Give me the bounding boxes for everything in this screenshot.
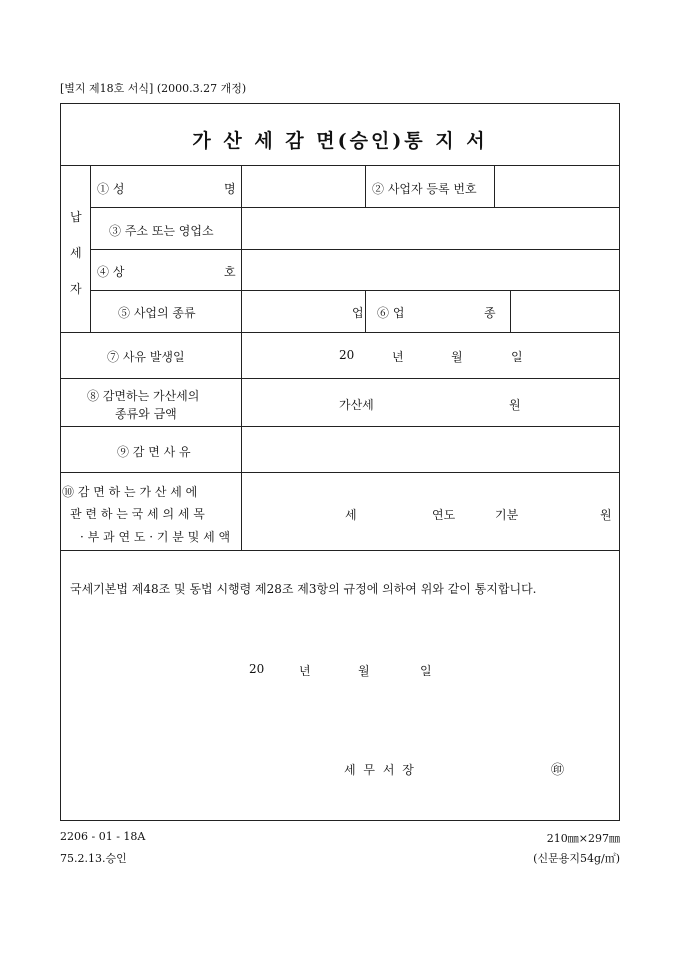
related-period: 기분 bbox=[495, 508, 519, 522]
divider bbox=[60, 378, 620, 379]
occurrence-month: 월 bbox=[451, 350, 463, 364]
page-title: 가 산 세 감 면(승인)통 지 서 bbox=[192, 130, 488, 152]
occurrence-date-label: ⑦ 사유 발생일 bbox=[107, 350, 185, 364]
paper-size: 210㎜×297㎜ bbox=[546, 832, 620, 845]
tax-office-head: 세 무 서 장 bbox=[344, 763, 416, 777]
seal-mark: ㊞ bbox=[551, 763, 565, 778]
related-tax: 세 bbox=[345, 508, 357, 522]
divider bbox=[90, 249, 620, 250]
divider bbox=[494, 165, 495, 207]
notice-year: 년 bbox=[299, 664, 311, 678]
trade-name-label: ④ 상 bbox=[97, 265, 125, 279]
divider bbox=[365, 290, 366, 332]
divider bbox=[90, 165, 91, 332]
divider bbox=[60, 165, 620, 166]
notice-day: 일 bbox=[420, 664, 432, 678]
divider bbox=[60, 550, 620, 551]
approval-date: 75.2.13.승인 bbox=[60, 852, 127, 865]
related-label-line3: · 부 과 연 도 · 기 분 및 세 액 bbox=[80, 530, 231, 544]
divider bbox=[60, 472, 620, 473]
trade-name-label-end: 호 bbox=[224, 265, 236, 279]
name-label-end: 명 bbox=[224, 182, 236, 196]
penalty-label-line1: ⑧ 감면하는 가산세의 bbox=[87, 389, 200, 403]
divider bbox=[510, 290, 511, 332]
reg-no-label: ② 사업자 등록 번호 bbox=[372, 182, 477, 196]
business-item-label-end: 종 bbox=[484, 306, 496, 320]
taxpayer-label-2: 세 bbox=[70, 246, 82, 260]
penalty-won: 원 bbox=[509, 398, 521, 412]
taxpayer-label-3: 자 bbox=[70, 282, 82, 296]
divider bbox=[60, 332, 620, 333]
business-type-label: ⑤ 사업의 종류 bbox=[118, 306, 196, 320]
penalty-label-line2: 종류와 금액 bbox=[115, 407, 177, 421]
form-number: [별지 제18호 서식] (2000.3.27 개정) bbox=[60, 82, 247, 95]
related-label-line1: ⑩ 감 면 하 는 가 산 세 에 bbox=[62, 485, 198, 499]
business-item-label: ⑥ 업 bbox=[377, 306, 405, 320]
divider bbox=[90, 207, 620, 208]
notice-date-prefix: 20 bbox=[249, 662, 265, 676]
paper-spec: (신문용지54g/㎡) bbox=[533, 852, 620, 865]
reason-label: ⑨ 감 면 사 유 bbox=[117, 445, 191, 459]
divider bbox=[241, 165, 242, 550]
business-type-suffix: 업 bbox=[352, 306, 364, 320]
divider bbox=[90, 290, 620, 291]
penalty-type: 가산세 bbox=[339, 398, 374, 412]
form-code: 2206 - 01 - 18A bbox=[60, 830, 146, 843]
notice-month: 월 bbox=[358, 664, 370, 678]
divider bbox=[365, 165, 366, 207]
related-won: 원 bbox=[600, 508, 612, 522]
address-label: ③ 주소 또는 영업소 bbox=[109, 224, 214, 238]
occurrence-day: 일 bbox=[511, 350, 523, 364]
name-label: ① 성 bbox=[97, 182, 125, 196]
taxpayer-label-1: 납 bbox=[70, 210, 82, 224]
related-year: 연도 bbox=[432, 508, 456, 522]
occurrence-year: 년 bbox=[392, 350, 404, 364]
related-label-line2: 관 련 하 는 국 세 의 세 목 bbox=[70, 507, 205, 521]
divider bbox=[60, 426, 620, 427]
occurrence-year-prefix: 20 bbox=[339, 348, 355, 362]
form-frame bbox=[60, 103, 620, 821]
notice-text: 국세기본법 제48조 및 동법 시행령 제28조 제3항의 규정에 의하여 위와 같이 통지합니다. bbox=[70, 582, 537, 596]
